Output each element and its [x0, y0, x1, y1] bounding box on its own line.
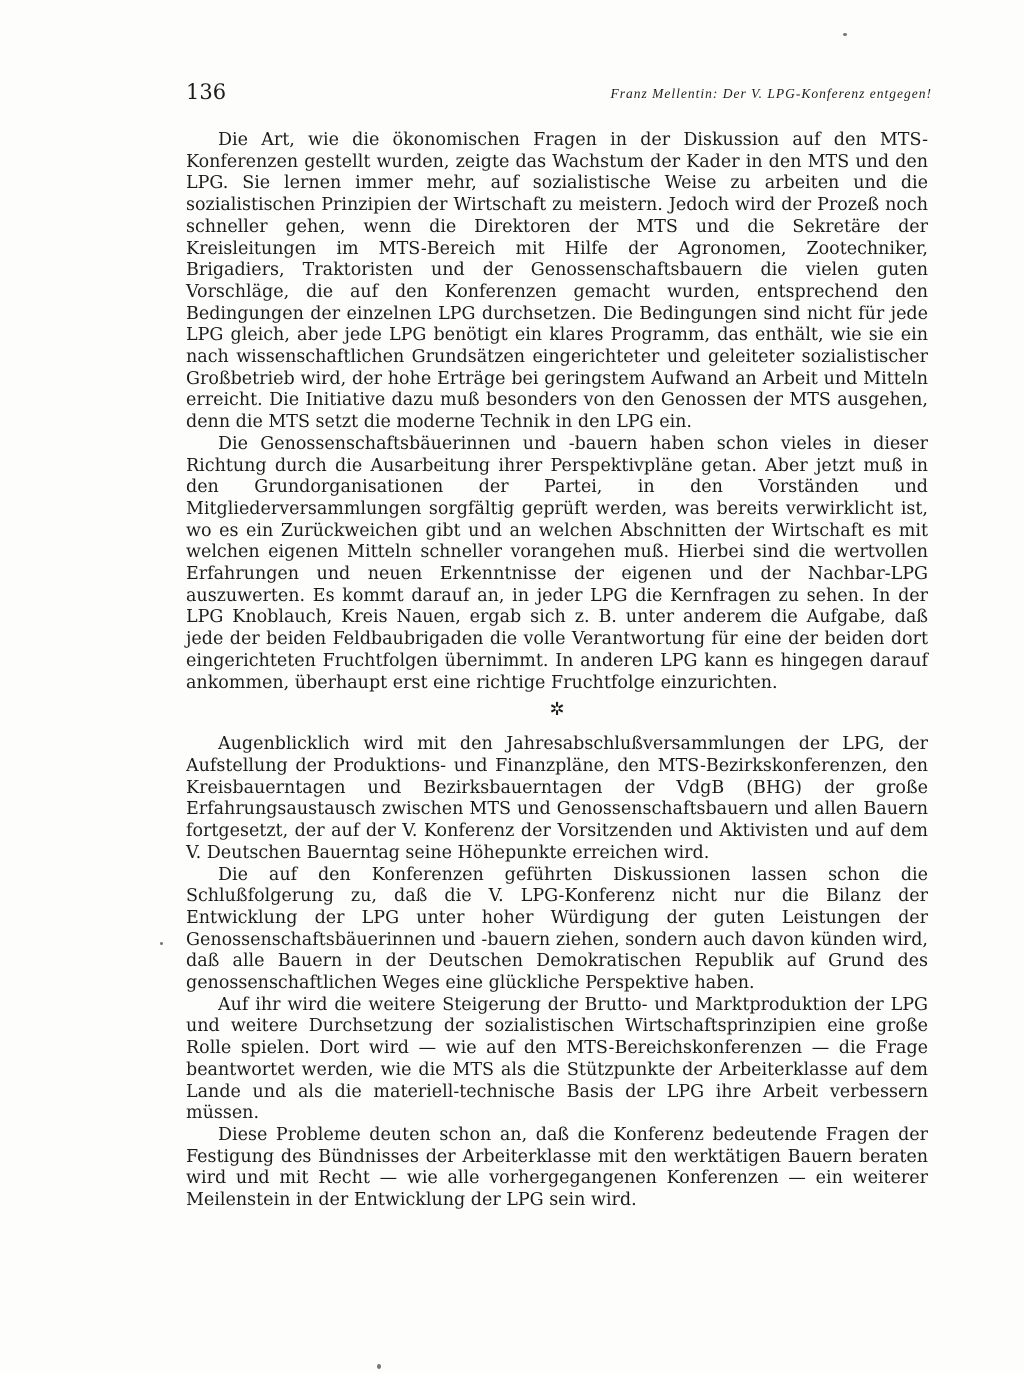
- section-separator-star: ✲: [549, 699, 565, 721]
- print-speck: [160, 942, 163, 945]
- print-speck: [843, 33, 847, 36]
- running-head: Franz Mellentin: Der V. LPG-Konferenz entgegen!: [610, 86, 932, 101]
- print-speck: [377, 1364, 381, 1369]
- paragraph-4: Die auf den Konferenzen geführten Diskussionen lassen schon die Schlußfolgerung zu, daß die V. LPG-Konferenz nicht nur die Bilanz der Entwicklung der LPG unter hoher Würdigung der guten Leistungen der Genossenschaftsbäuerinnen und -bauern ziehen, sondern auch davon künden wird, daß alle Bauern in der Deutschen Demokratischen Republik auf Grund des genossenschaftlichen Weges eine glückliche Perspektive haben.: [186, 864, 928, 994]
- paragraph-1: Die Art, wie die ökonomischen Fragen in der Diskussion auf den MTS-Konferenzen gestellt wurden, zeigte das Wachstum der Kader in den MTS und den LPG. Sie lernen immer mehr, auf sozialistische Weise zu arbeiten und die sozialistischen Prinzipien der Wirtschaft zu meistern. Jedoch wird der Prozeß noch schneller gehen, wenn die Direktoren der MTS und die Sekretäre der Kreisleitungen im MTS-Bereich mit Hilfe der Agronomen, Zootechniker, Brigadiers, Traktoristen und der Genossenschaftsbauern die vielen guten Vorschläge, die auf den Konferenzen gemacht wurden, entsprechend den Bedingungen der einzelnen LPG durchsetzen. Die Bedingungen sind nicht für jede LPG gleich, aber jede LPG benötigt ein klares Programm, das enthält, wie sie ein nach wissenschaftlichen Grundsätzen eingerichteter und geleiteter sozialistischer Großbetrieb wird, der hohe Erträge bei geringstem Aufwand an Arbeit und Mitteln erreicht. Die Initiative dazu muß besonders von den Genossen der MTS ausgehen, denn die MTS setzt die moderne Technik in den LPG ein.: [186, 130, 928, 433]
- page-number: 136: [186, 80, 227, 104]
- body-text: [186, 130, 928, 1212]
- page-header: [186, 78, 932, 108]
- paragraph-6: Diese Probleme deuten schon an, daß die Konferenz bedeutende Fragen der Festigung des Bündnisses der Arbeiterklasse mit den werktätigen Bauern beraten wird und mit Recht — wie alle vorhergegangenen Konferenzen — ein weiterer Meilenstein in der Entwicklung der LPG sein wird.: [186, 1124, 928, 1211]
- paragraph-2: Die Genossenschaftsbäuerinnen und -bauern haben schon vieles in dieser Richtung durch die Ausarbeitung ihrer Perspektivpläne getan. Aber jetzt muß in den Grundorganisationen der Partei, in den Vorständen und Mitgliederversammlungen sorgfältig geprüft werden, was bereits verwirklicht ist, wo es ein Zurückweichen gibt und an welchen Abschnitten der Wirtschaft es mit welchen eigenen Mitteln schneller vorangehen muß. Hierbei sind die wertvollen Erfahrungen und neuen Erkenntnisse der eigenen und der Nachbar-LPG auszuwerten. Es kommt darauf an, in jeder LPG die Kernfragen zu sehen. In der LPG Knoblauch, Kreis Nauen, ergab sich z. B. unter anderem die Aufgabe, daß jede der beiden Feldbaubrigaden die volle Verantwortung für eine der beiden dort eingerichteten Fruchtfolgen übernimmt. In anderen LPG kann es hingegen darauf ankommen, überhaupt erst eine richtige Fruchtfolge einzurichten.: [186, 433, 928, 693]
- paragraph-5: Auf ihr wird die weitere Steigerung der Brutto- und Marktproduktion der LPG und weitere Durchsetzung der sozialistischen Wirtschaftsprinzipien eine große Rolle spielen. Dort wird — wie auf den MTS-Bereichskonferenzen — die Frage beantwortet werden, wie die MTS als die Stützpunkte der Arbeiterklasse auf dem Lande und als die materiell-technische Basis der LPG ihre Arbeit verbessern müssen.: [186, 994, 928, 1124]
- paragraph-3: Augenblicklich wird mit den Jahresabschlußversammlungen der LPG, der Aufstellung der Produktions- und Finanzpläne, den MTS-Bezirkskonferenzen, den Kreisbauerntagen und Bezirksbauerntagen der VdgB (BHG) der große Erfahrungsaustausch zwischen MTS und Genossenschaftsbauern und allen Bauern fortgesetzt, der auf der V. Konferenz der Vorsitzenden und Aktivisten und auf dem V. Deutschen Bauerntag seine Höhepunkte erreichen wird.: [186, 734, 928, 863]
